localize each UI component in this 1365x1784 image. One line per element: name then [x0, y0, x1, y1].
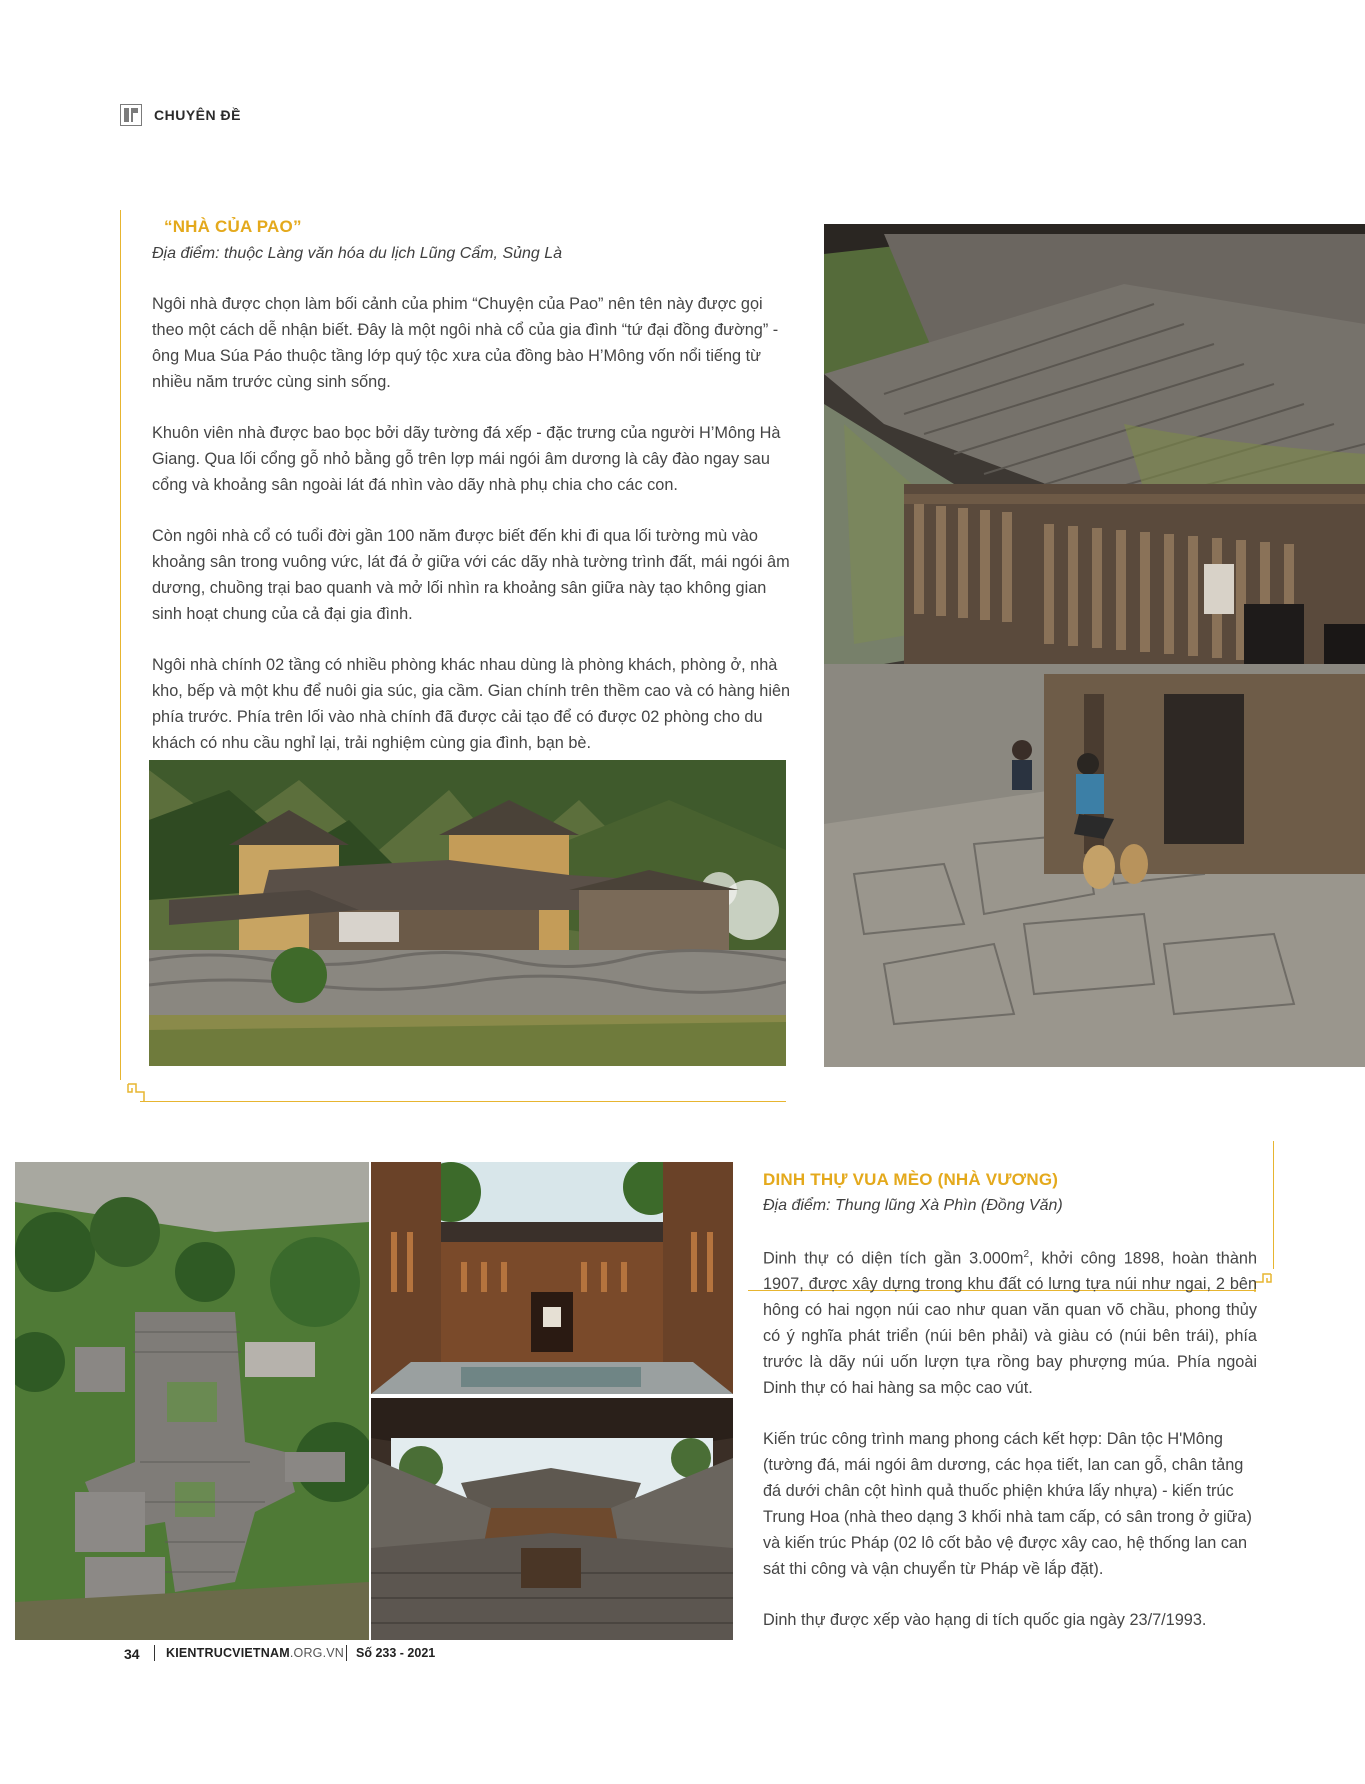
- palace-courtyard-photo: [371, 1162, 733, 1394]
- footer-divider: [346, 1645, 347, 1661]
- frame-line: [140, 1101, 786, 1102]
- article-title: DINH THỰ VUA MÈO (NHÀ VƯƠNG): [763, 1170, 1059, 1189]
- article-title: “NHÀ CỦA PAO”: [164, 217, 302, 236]
- brand-domain: .ORG.VN: [289, 1646, 345, 1660]
- paragraph: Còn ngôi nhà cổ có tuổi đời gần 100 năm được biết đến khi đi qua lối tường mù vào khoảng sân trong vuông vức, lát đá ở giữa với các dãy nhà tường trình đất, mái ngói âm dương, chuồng trại bao quanh và mở lối nhìn ra khoảng sân giữa này tạo không gian sinh hoạt chung của cả đại gia đình.: [152, 527, 790, 623]
- magazine-brand: [166, 1646, 344, 1660]
- section-label: CHUYÊN ĐỀ: [154, 107, 241, 123]
- frame-line: [1273, 1141, 1274, 1269]
- article-location: Địa điểm: thuộc Làng văn hóa du lịch Lũng Cẩm, Sủng Là: [152, 245, 563, 262]
- paragraph: [763, 1242, 1257, 1401]
- paragraph: Ngôi nhà chính 02 tầng có nhiều phòng khác nhau dùng là phòng khách, phòng ở, nhà kho, bếp và một khu để nuôi gia súc, gia cầm. Gian chính trên thềm cao và có hàng hiên phía trước. Phía trên lối vào nhà chính đã được cải tạo để có được 02 phòng cho du khách có nhu cầu nghỉ lại, trải nghiệm cùng gia đình, bạn bè.: [152, 656, 791, 752]
- issue-number: Số 233 - 2021: [356, 1646, 436, 1660]
- paragraph-text: Dinh thự có diện tích gần 3.000m: [763, 1249, 1024, 1268]
- page-number: 34: [124, 1646, 140, 1662]
- superscript: 2: [1023, 1249, 1029, 1260]
- palace-aerial-photo: [15, 1162, 369, 1640]
- paragraph-text: , khởi công 1898, hoàn thành 1907, được xây dựng trong khu đất có lưng tựa núi như ngai, 2 bên hông có hai ngọn núi cao như quan văn quan võ chầu, phong thủy có ý nghĩa phát triển (núi bên phải) và giàu có (núi bên trái), phía trước là dãy núi uốn lượn tựa rồng bay phượng múa. Phía ngoài Dinh thự có hai hàng sa mộc cao vút.: [763, 1249, 1258, 1398]
- frame-line: [120, 210, 121, 1080]
- article-body: [763, 1242, 1257, 1633]
- article-location: Địa điểm: Thung lũng Xà Phìn (Đồng Văn): [763, 1197, 1063, 1214]
- pao-house-courtyard-photo: [824, 224, 1365, 1067]
- paragraph: Dinh thự được xếp vào hạng di tích quốc gia ngày 23/7/1993.: [763, 1611, 1207, 1630]
- footer-divider: [154, 1645, 155, 1661]
- paragraph: Kiến trúc công trình mang phong cách kết hợp: Dân tộc H'Mông (tường đá, mái ngói âm dương, các họa tiết, lan can gỗ, chân tảng đá dưới chân cột hình quả thuốc phiện khứa lấy nhựa) - kiến trúc Trung Hoa (nhà theo dạng 3 khối nhà tam cấp, có sân trong ở giữa) và kiến trúc Pháp (02 lô cốt bảo vệ được xây cao, hệ thống lan can sát thi công và vận chuyển từ Pháp về lắp đặt).: [763, 1430, 1252, 1579]
- brand-name: KIENTRUCVIETNAM: [166, 1646, 290, 1660]
- article-body: [152, 291, 792, 756]
- paragraph: Khuôn viên nhà được bao bọc bởi dãy tường đá xếp - đặc trưng của người H’Mông Hà Giang. Qua lối cổng gỗ nhỏ bằng gỗ trên lợp mái ngói âm dương là cây đào ngay sau cổng và khoảng sân ngoài lát đá nhìn vào dãy nhà phụ chia cho các con.: [152, 424, 781, 494]
- frame-corner-ornament: [126, 1082, 148, 1104]
- pao-house-photo: [149, 760, 786, 1066]
- paragraph: Ngôi nhà được chọn làm bối cảnh của phim “Chuyện của Pao” nên tên này được gọi theo một cách dễ nhận biết. Đây là một ngôi nhà cổ của gia đình “tứ đại đồng đường” - ông Mua Súa Páo thuộc tầng lớp quý tộc xưa của đồng bào H’Mông vốn nổi tiếng từ nhiều năm trước cùng sinh sống.: [152, 295, 779, 391]
- magazine-logo-icon: [120, 104, 142, 126]
- palace-roofs-photo: [371, 1398, 733, 1640]
